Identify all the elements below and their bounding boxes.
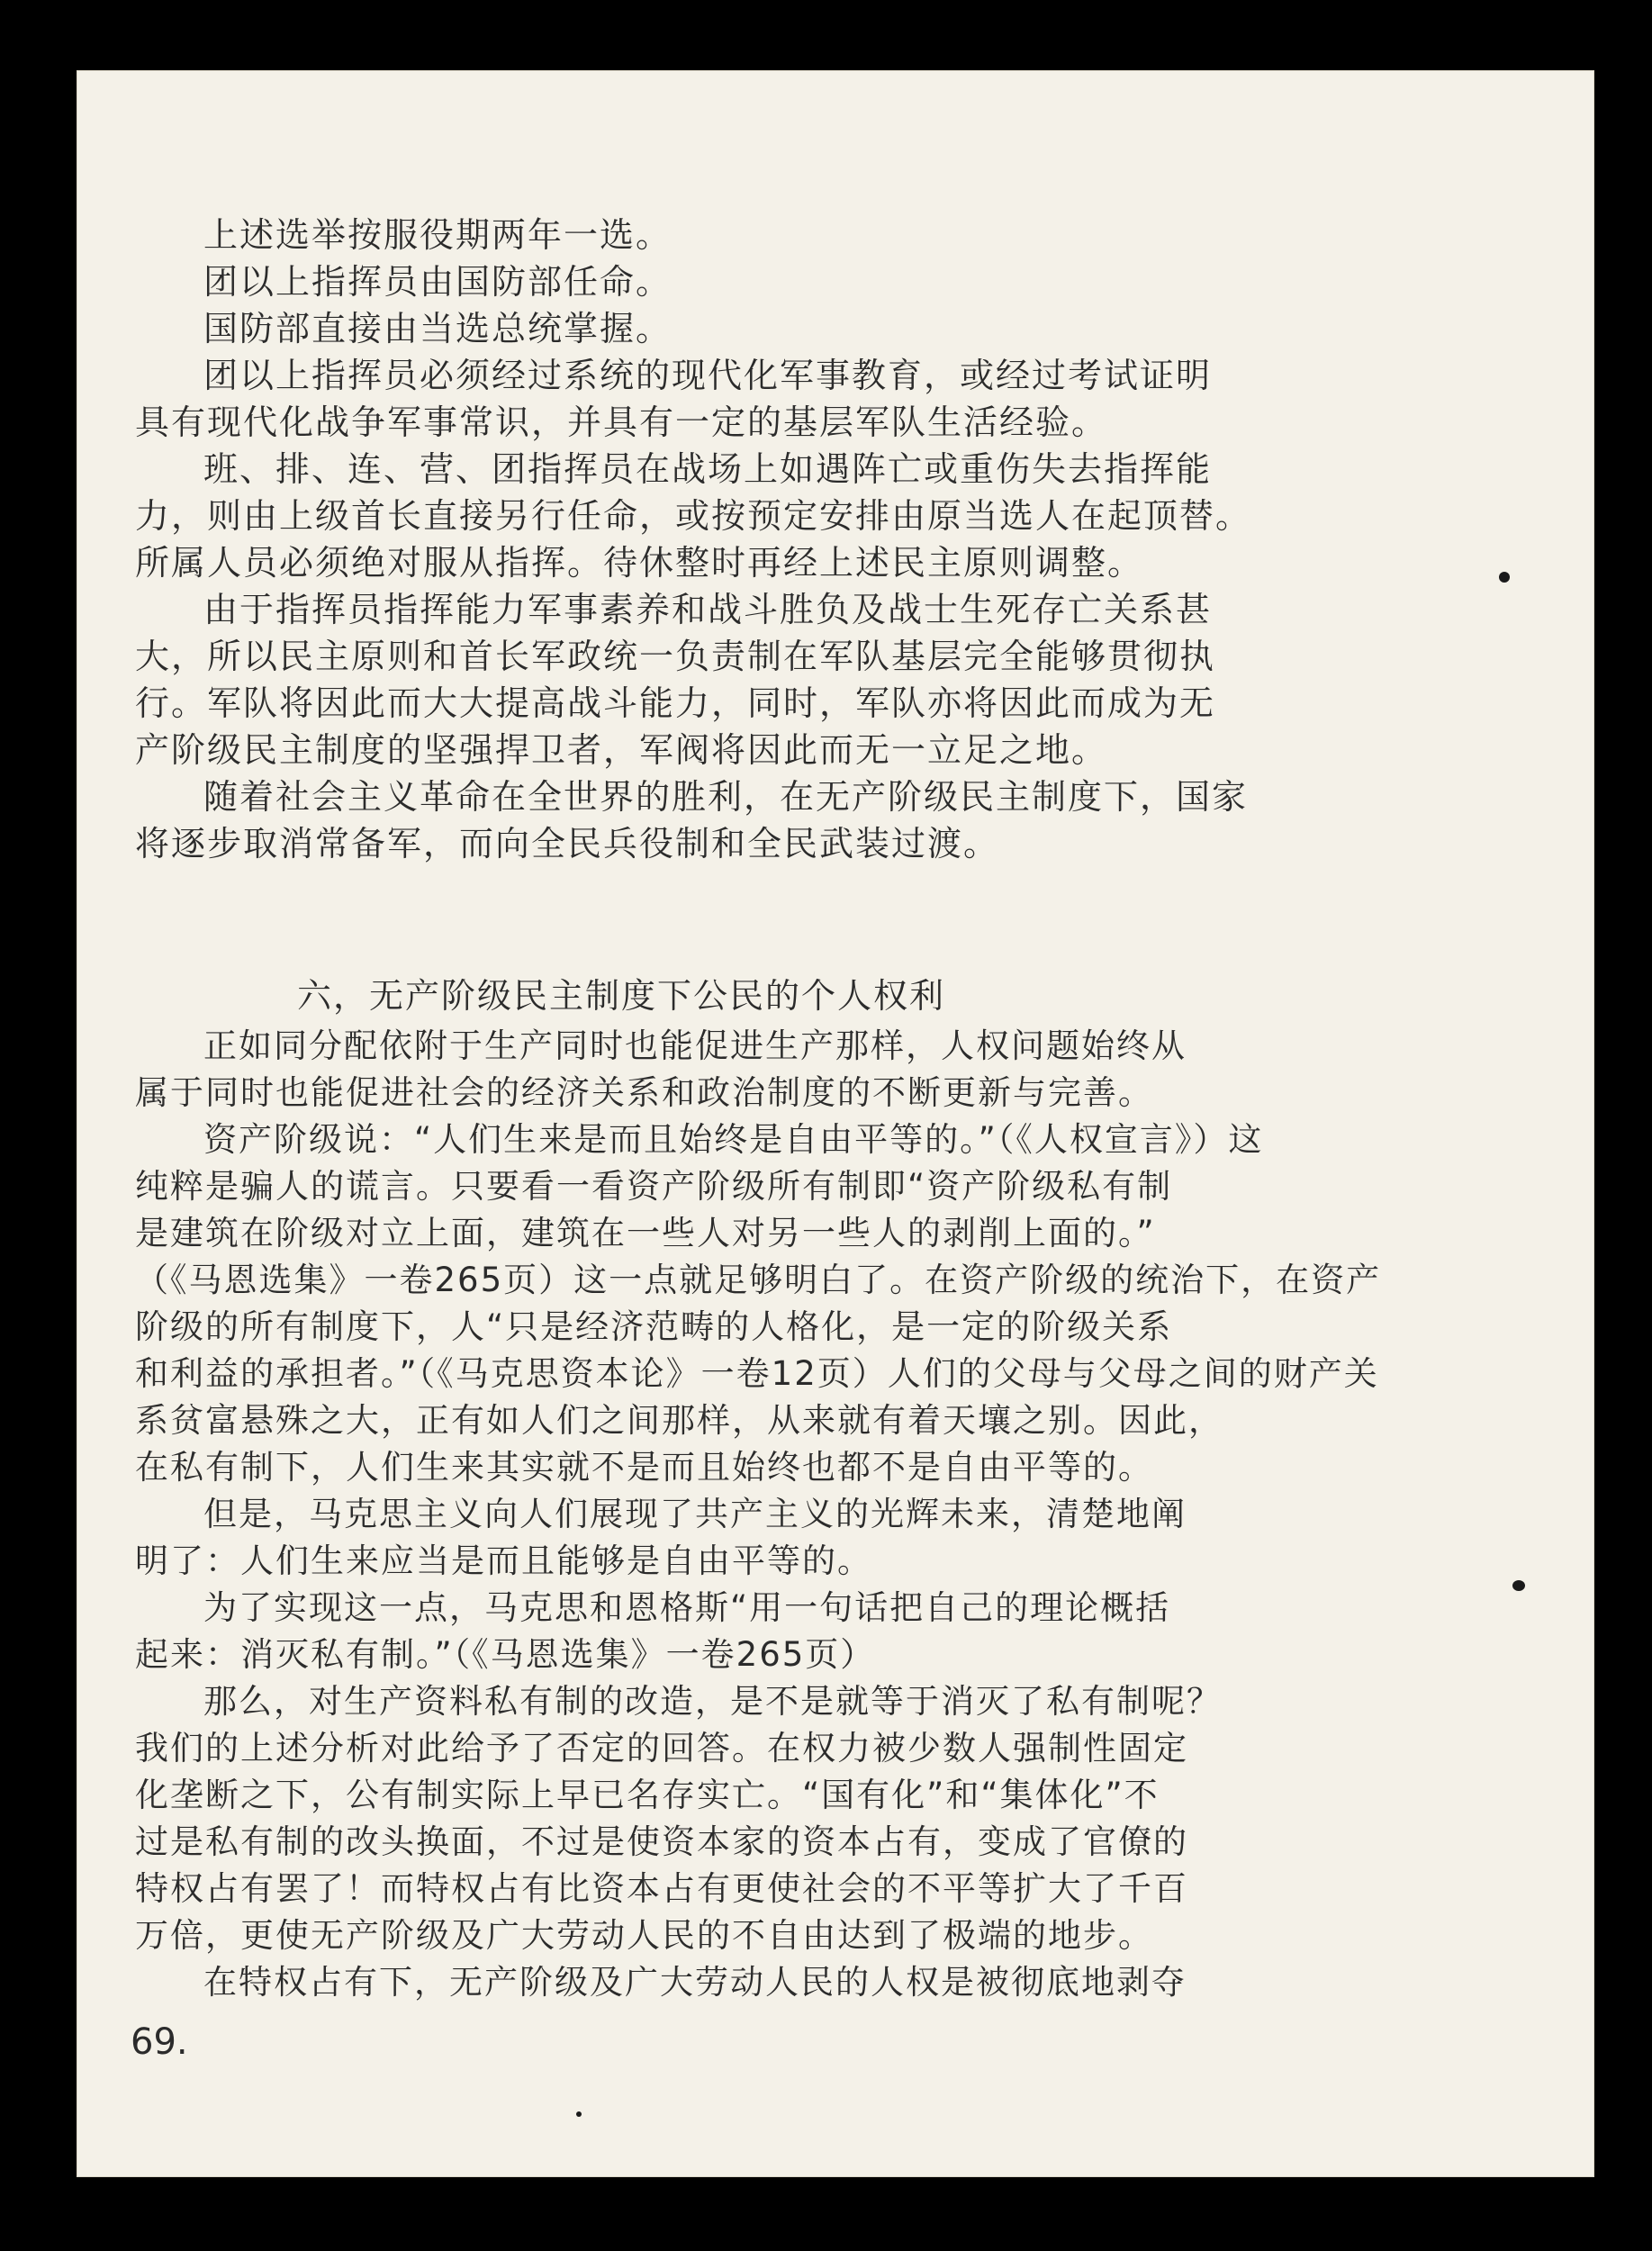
text-line: 将逐步取消常备军，而向全民兵役制和全民武装过渡。 [135, 824, 1000, 863]
text-line: 团以上指挥员由国防部任命。 [203, 262, 673, 302]
text-line: 团以上指挥员必须经过系统的现代化军事教育，或经过考试证明 [203, 356, 1213, 395]
text-line: 但是，马克思主义向人们展现了共产主义的光辉未来，清楚地阐 [203, 1495, 1187, 1533]
text-line: 明了：人们生来应当是而且能够是自由平等的。 [135, 1541, 872, 1580]
body-text-top [135, 212, 1305, 867]
text-line: （《马恩选集》一卷265页）这一点就足够明白了。在资产阶级的统治下，在资产 [135, 1261, 1382, 1299]
ink-speck [576, 2111, 582, 2117]
text-line: 班、排、连、营、团指挥员在战场上如遇阵亡或重伤失去指挥能 [203, 449, 1213, 489]
text-line: 所属人员必须绝对服从指挥。待休整时再经上述民主原则调整。 [135, 543, 1144, 583]
text-line: 阶级的所有制度下，人“只是经济范畴的人格化，是一定的阶级关系 [135, 1307, 1173, 1346]
text-line: 为了实现这一点，马克思和恩格斯“用一句话把自己的理论概括 [203, 1588, 1171, 1627]
text-line: 上述选举按服役期两年一选。 [203, 215, 673, 255]
text-line: 属于同时也能促进社会的经济关系和政治制度的不断更新与完善。 [135, 1073, 1153, 1112]
ink-speck [1499, 572, 1510, 583]
text-line: 资产阶级说：“人们生来是而且始终是自由平等的。”（《人权宣言》）这 [203, 1120, 1264, 1159]
text-line: 起来：消灭私有制。”（《马恩选集》一卷265页） [135, 1635, 876, 1674]
text-line: 特权占有罢了！而特权占有比资本占有更使社会的不平等扩大了千百 [135, 1869, 1188, 1908]
text-line: 过是私有制的改头换面，不过是使资本家的资本占有，变成了官僚的 [135, 1822, 1188, 1861]
text-line: 力，则由上级首长直接另行任命，或按预定安排由原当选人在起顶替。 [135, 496, 1252, 536]
page-number: 69. [131, 2021, 188, 2063]
text-line: 是建筑在阶级对立上面，建筑在一些人对另一些人的剥削上面的。” [135, 1214, 1156, 1252]
text-line: 大，所以民主原则和首长军政统一负责制在军队基层完全能够贯彻执 [135, 637, 1216, 676]
text-line: 万倍，更使无产阶级及广大劳动人民的不自由达到了极端的地步。 [135, 1916, 1153, 1955]
text-line: 国防部直接由当选总统掌握。 [203, 309, 673, 348]
text-line: 那么，对生产资料私有制的改造，是不是就等于消灭了私有制呢？ [203, 1682, 1222, 1721]
ink-speck [1512, 1580, 1525, 1591]
section-heading: 六，无产阶级民主制度下公民的个人权利 [297, 976, 946, 1016]
text-line: 化垄断之下，公有制实际上早已名存实亡。“国有化”和“集体化”不 [135, 1776, 1160, 1814]
text-line: 产阶级民主制度的坚强捍卫者，军阀将因此而无一立足之地。 [135, 730, 1108, 770]
text-line: 和利益的承担者。”（《马克思资本论》一卷12页）人们的父母与父母之间的财产关 [135, 1354, 1379, 1393]
text-line: 在特权占有下，无产阶级及广大劳动人民的人权是被彻底地剥夺 [203, 1963, 1187, 2002]
text-line: 在私有制下，人们生来其实就不是而且始终也都不是自由平等的。 [135, 1448, 1153, 1487]
text-line: 由于指挥员指挥能力军事素养和战斗胜负及战士生死存亡关系甚 [203, 590, 1213, 629]
text-line: 具有现代化战争军事常识，并具有一定的基层军队生活经验。 [135, 402, 1108, 442]
body-text-bottom [135, 1022, 1382, 2005]
text-line: 系贫富悬殊之大，正有如人们之间那样，从来就有着天壤之别。因此， [135, 1401, 1223, 1440]
text-line: 正如同分配依附于生产同时也能促进生产那样，人权问题始终从 [203, 1026, 1187, 1065]
text-line: 随着社会主义革命在全世界的胜利，在无产阶级民主制度下，国家 [203, 777, 1249, 817]
text-line: 我们的上述分析对此给予了否定的回答。在权力被少数人强制性固定 [135, 1729, 1188, 1767]
text-line: 行。军队将因此而大大提高战斗能力，同时，军队亦将因此而成为无 [135, 683, 1216, 723]
text-line: 纯粹是骗人的谎言。只要看一看资产阶级所有制即“资产阶级私有制 [135, 1167, 1173, 1206]
